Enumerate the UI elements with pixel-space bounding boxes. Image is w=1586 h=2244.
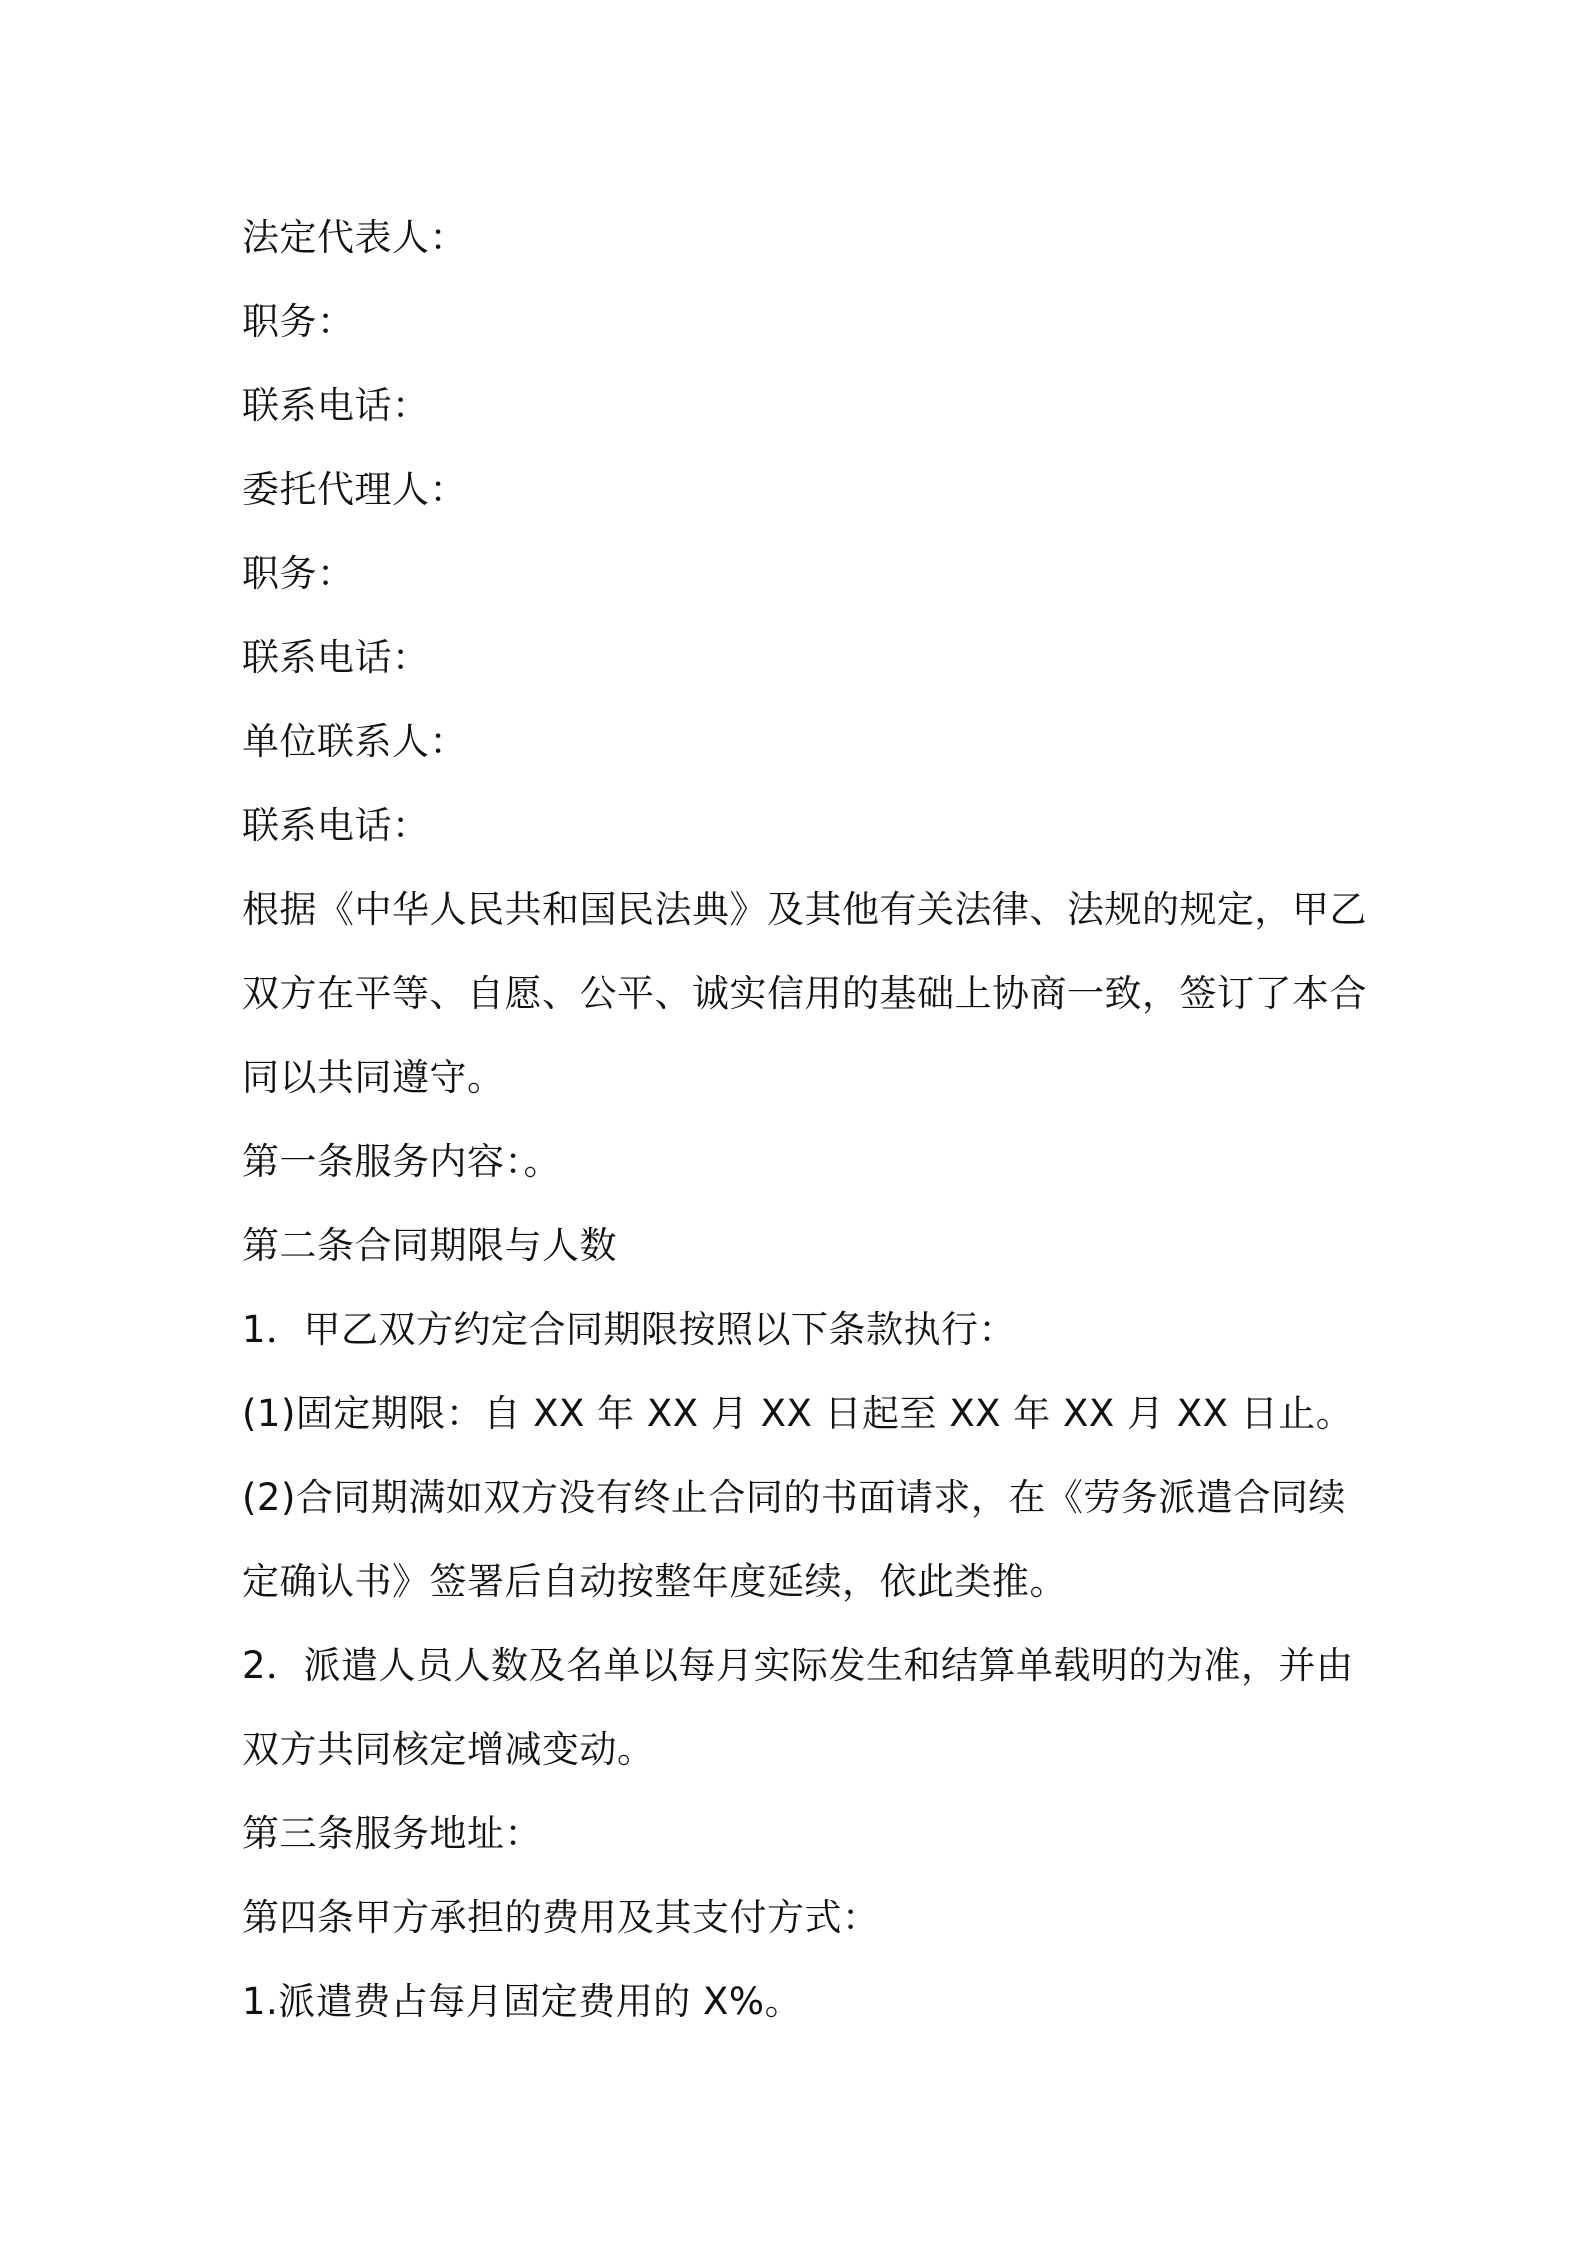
unit-contact-phone-label: 联系电话： (242, 804, 430, 847)
agent-phone-label: 联系电话： (242, 636, 430, 679)
preamble-line-1: 根据《中华人民共和国民法典》及其他有关法律、法规的规定，甲乙 (242, 888, 1367, 931)
authorized-agent-label: 委托代理人： (242, 468, 467, 511)
article-2-item-1-b-line-2: 定确认书》签署后自动按整年度延续，依此类推。 (242, 1560, 1067, 1603)
position-label: 职务： (242, 300, 355, 343)
contact-phone-label: 联系电话： (242, 384, 430, 427)
article-2-title: 第二条合同期限与人数 (242, 1224, 617, 1267)
article-2-item-1-b-line-1: (2)合同期满如双方没有终止合同的书面请求，在《劳务派遣合同续 (242, 1476, 1346, 1519)
document-body (242, 196, 1367, 2044)
article-2-item-2-line-2: 双方共同核定增减变动。 (242, 1728, 655, 1771)
unit-contact-label: 单位联系人： (242, 720, 467, 763)
preamble-line-3: 同以共同遵守。 (242, 1056, 505, 1099)
article-2-item-2-line-1: 2．派遣人员人数及名单以每月实际发生和结算单载明的为准，并由 (242, 1644, 1354, 1687)
article-1: 第一条服务内容：。 (242, 1140, 561, 1183)
article-4-item-1: 1.派遣费占每月固定费用的 X%。 (242, 1980, 803, 2023)
preamble-line-2: 双方在平等、自愿、公平、诚实信用的基础上协商一致，签订了本合 (242, 972, 1367, 1015)
article-2-item-1-a: (1)固定期限：自 XX 年 XX 月 XX 日起至 XX 年 XX 月 XX 日止。 (242, 1392, 1354, 1435)
article-3: 第三条服务地址： (242, 1812, 542, 1855)
article-4-title: 第四条甲方承担的费用及其支付方式： (242, 1896, 880, 1939)
agent-position-label: 职务： (242, 552, 355, 595)
article-2-item-1: 1．甲乙双方约定合同期限按照以下条款执行： (242, 1308, 1017, 1351)
legal-representative-label: 法定代表人： (242, 216, 467, 259)
